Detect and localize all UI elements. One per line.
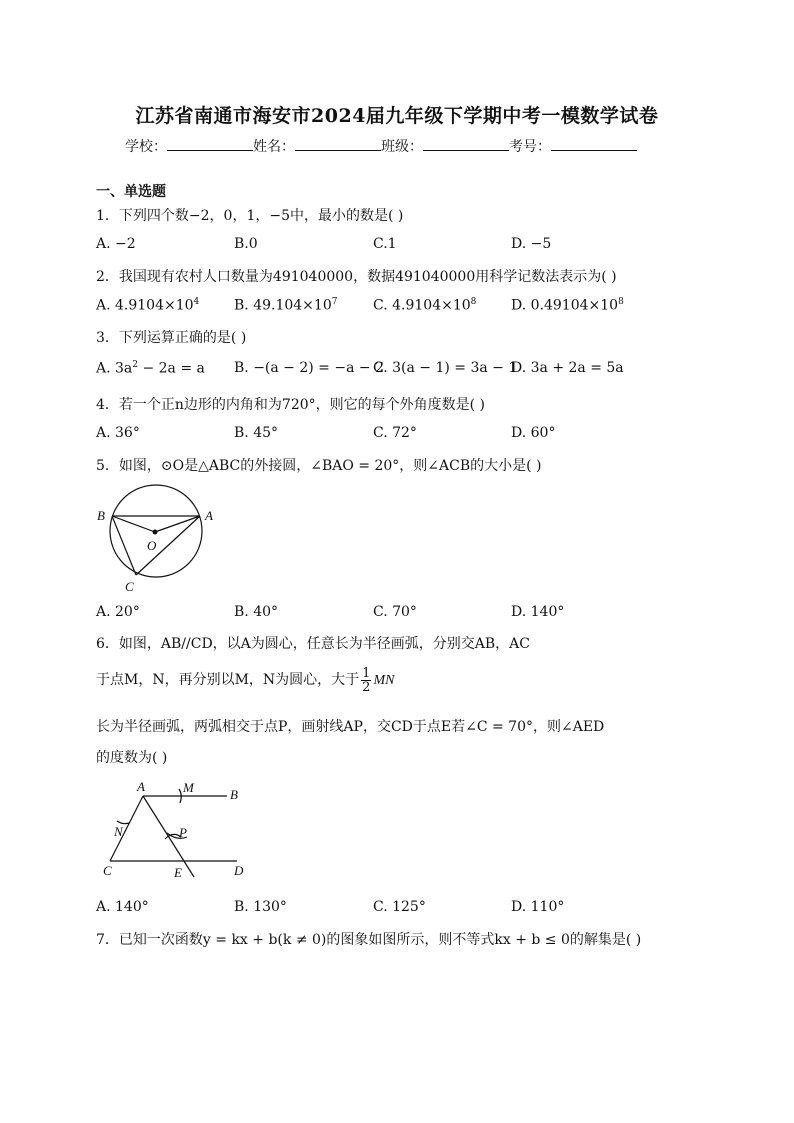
q6-option-a: A. 140° bbox=[96, 899, 149, 915]
center-point bbox=[153, 530, 158, 535]
q5-circle-figure bbox=[92, 484, 232, 596]
question-1-stem: 1．下列四个数−2，0，1，−5中，最小的数是( ) bbox=[96, 208, 404, 224]
fraction-one-half: $\frac{1}{2}$ bbox=[362, 665, 371, 695]
exam-no-label: 考号： bbox=[509, 139, 551, 155]
school-blank bbox=[167, 136, 253, 151]
exam-no-blank bbox=[551, 136, 637, 151]
q4-option-a: A. 36° bbox=[96, 425, 140, 441]
q5-option-a: A. 20° bbox=[96, 604, 140, 620]
segment-ao bbox=[155, 516, 200, 532]
segment-bc bbox=[112, 516, 136, 575]
q2-option-c: C. $4.9104\times 10^8$ bbox=[373, 297, 477, 314]
question-2-stem: 2．我国现有农村人口数量为491040000，数据491040000用科学记数法表示为( ) bbox=[96, 269, 617, 285]
label-b: B bbox=[230, 787, 238, 802]
segment-ac bbox=[136, 516, 200, 575]
q1-option-b: B.0 bbox=[234, 236, 258, 252]
q3-option-d: D. 3a + 2a = 5a bbox=[511, 360, 624, 376]
student-info-line bbox=[125, 136, 637, 156]
school-label: 学校： bbox=[125, 139, 167, 155]
label-e: E bbox=[174, 865, 182, 880]
class-blank bbox=[423, 136, 509, 151]
q5-option-c: C. 70° bbox=[373, 604, 417, 620]
label-b: B bbox=[97, 508, 105, 523]
question-5-stem: 5．如图，⊙O是△ABC的外接圆，∠BAO = 20°，则∠ACB的大小是( ) bbox=[96, 458, 542, 474]
question-6-line-2: 于点M，N，再分别以M，N为圆心，大于 $\frac{1}{2}$ MN bbox=[96, 665, 395, 695]
label-m: M bbox=[183, 780, 194, 795]
question-6-line-1: 6．如图，AB//CD，以A为圆心，任意长为半径画弧，分别交AB，AC bbox=[96, 636, 531, 652]
label-o: O bbox=[147, 538, 157, 553]
name-label: 姓名： bbox=[253, 139, 295, 155]
section-heading: 一、单选题 bbox=[96, 184, 166, 200]
question-7-stem: 7．已知一次函数y = kx + b(k ≠ 0)的图象如图所示，则不等式kx + b ≤ 0的解集是( ) bbox=[96, 932, 642, 948]
question-3-stem: 3．下列运算正确的是( ) bbox=[96, 330, 247, 346]
q2-option-d: D. $0.49104\times 10^8$ bbox=[511, 297, 624, 314]
label-c: C bbox=[125, 579, 134, 594]
q4-option-d: D. 60° bbox=[511, 425, 556, 441]
question-6-line-4: 的度数为( ) bbox=[96, 750, 168, 766]
label-p: P bbox=[179, 825, 187, 840]
label-c: C bbox=[103, 863, 112, 878]
q4-option-c: C. 72° bbox=[373, 425, 417, 441]
q5-option-d: D. 140° bbox=[511, 604, 565, 620]
label-a: A bbox=[205, 508, 213, 523]
q5-option-b: B. 40° bbox=[234, 604, 279, 620]
label-a: A bbox=[137, 779, 145, 794]
name-blank bbox=[295, 136, 381, 151]
question-4-stem: 4．若一个正n边形的内角和为720°，则它的每个外角度数是( ) bbox=[96, 397, 486, 413]
q2-option-b: B. $49.104\times 10^7$ bbox=[234, 297, 338, 314]
q6-construction-figure bbox=[95, 777, 255, 882]
q6-option-c: C. 125° bbox=[373, 899, 426, 915]
q6-option-d: D. 110° bbox=[511, 899, 565, 915]
q1-option-d: D. −5 bbox=[511, 236, 552, 252]
class-label: 班级： bbox=[381, 139, 423, 155]
label-d: D bbox=[234, 863, 244, 878]
question-6-line-3: 长为半径画弧，两弧相交于点P，画射线AP，交CD于点E若∠C = 70°，则∠AED bbox=[96, 719, 605, 735]
segment-bo bbox=[112, 516, 155, 532]
exam-title: 江苏省南通市海安市2024届九年级下学期中考一模数学试卷 bbox=[135, 105, 659, 127]
q1-option-a: A. −2 bbox=[96, 236, 136, 252]
q2-option-a: A. $4.9104\times 10^4$ bbox=[96, 297, 200, 314]
label-n: N bbox=[114, 824, 123, 839]
q3-option-c: C. 3(a − 1) = 3a − 1 bbox=[373, 360, 518, 376]
q3-option-a: A. $3a^2 - 2a = a$ bbox=[96, 360, 205, 377]
q1-option-c: C.1 bbox=[373, 236, 397, 252]
q4-option-b: B. 45° bbox=[234, 425, 279, 441]
q6-option-b: B. 130° bbox=[234, 899, 287, 915]
q3-option-b: B. −(a − 2) = −a − 2 bbox=[234, 360, 384, 376]
